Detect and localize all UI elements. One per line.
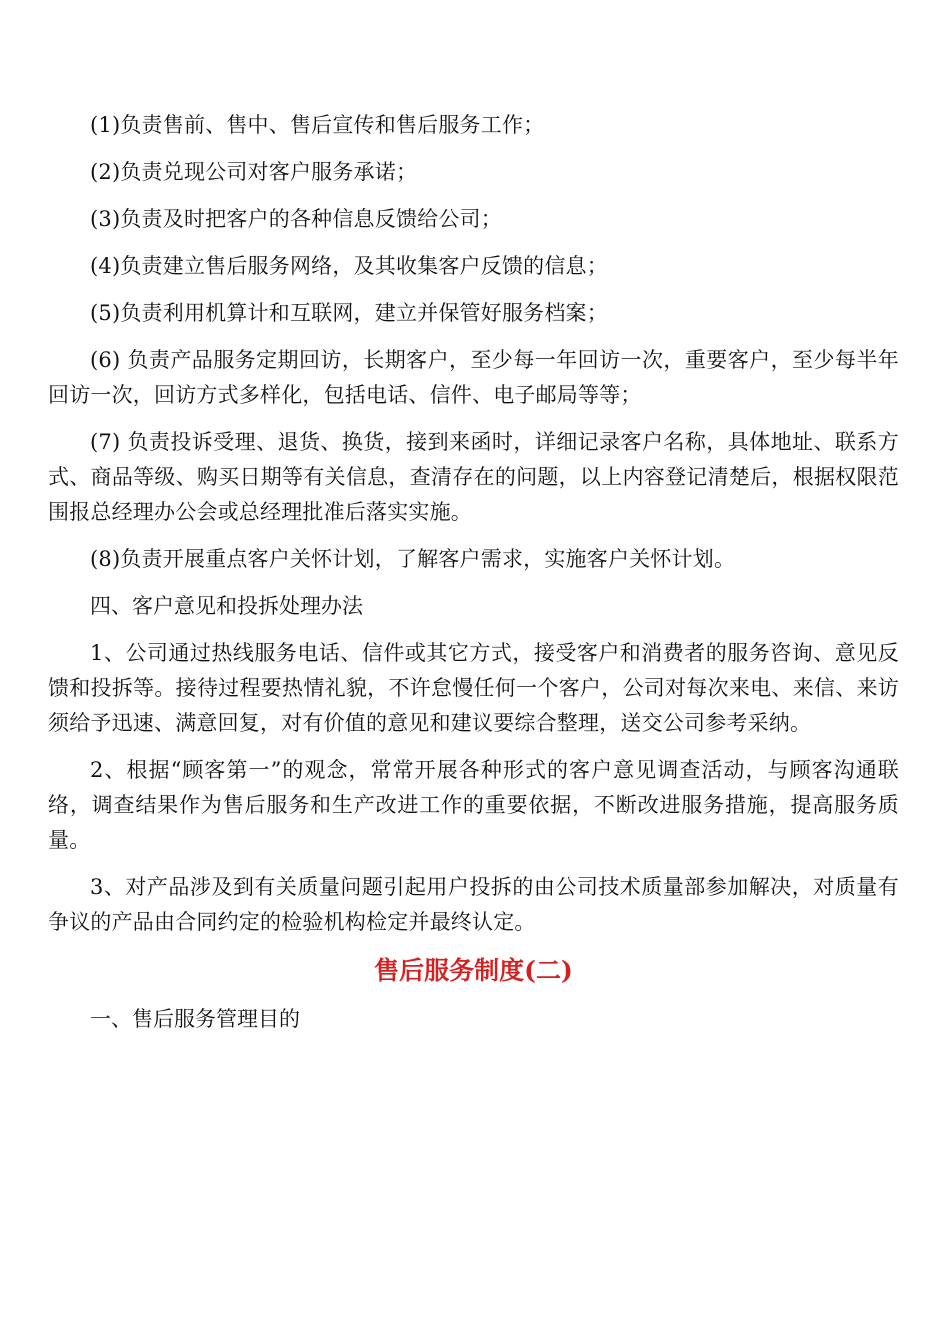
- complaint-item-3: 3、对产品涉及到有关质量问题引起用户投拆的由公司技术质量部参加解决，对质量有争议的产品由合同约定的检验机构检定并最终认定。: [48, 875, 899, 934]
- section-one-heading: 一、售后服务管理目的: [90, 1007, 300, 1031]
- duty-item-2: (2)负责兑现公司对客户服务承诺；: [90, 160, 418, 184]
- section-four-heading: 四、客户意见和投拆处理办法: [90, 594, 363, 618]
- complaint-item-1: 1、公司通过热线服务电话、信件或其它方式，接受客户和消费者的服务咨询、意见反馈和投拆等。接待过程要热情礼貌，不许怠慢任何一个客户，公司对每次来电、来信、来访须给予迅速、满意回复，对有价值的意见和建议要综合整理，送交公司参考采纳。: [48, 641, 899, 735]
- document-title: 售后服务制度(二): [374, 956, 573, 985]
- duty-item-5: (5)负责利用机算计和互联网，建立并保管好服务档案；: [90, 301, 608, 325]
- duty-item-7: (7) 负责投诉受理、退货、换货，接到来函时，详细记录客户名称，具体地址、联系方式、商品等级、购买日期等有关信息，查清存在的问题，以上内容登记清楚后，根据权限范围报总经理办公会或总经理批准后落实实施。: [48, 430, 899, 524]
- duty-item-8: (8)负责开展重点客户关怀计划，了解客户需求，实施客户关怀计划。: [90, 547, 736, 571]
- duty-item-3: (3)负责及时把客户的各种信息反馈给公司；: [90, 207, 502, 231]
- duty-item-4: (4)负责建立售后服务网络，及其收集客户反馈的信息；: [90, 254, 608, 278]
- duty-item-6: (6) 负责产品服务定期回访，长期客户，至少每一年回访一次，重要客户，至少每半年回访一次，回访方式多样化，包括电话、信件、电子邮局等等；: [48, 348, 899, 407]
- document-page: [48, 108, 899, 1049]
- duty-item-1: (1)负责售前、售中、售后宣传和售后服务工作；: [90, 113, 545, 137]
- complaint-item-2: 2、根据“顾客第一”的观念，常常开展各种形式的客户意见调查活动，与顾客沟通联络，调查结果作为售后服务和生产改进工作的重要依据，不断改进服务措施，提高服务质量。: [48, 758, 899, 852]
